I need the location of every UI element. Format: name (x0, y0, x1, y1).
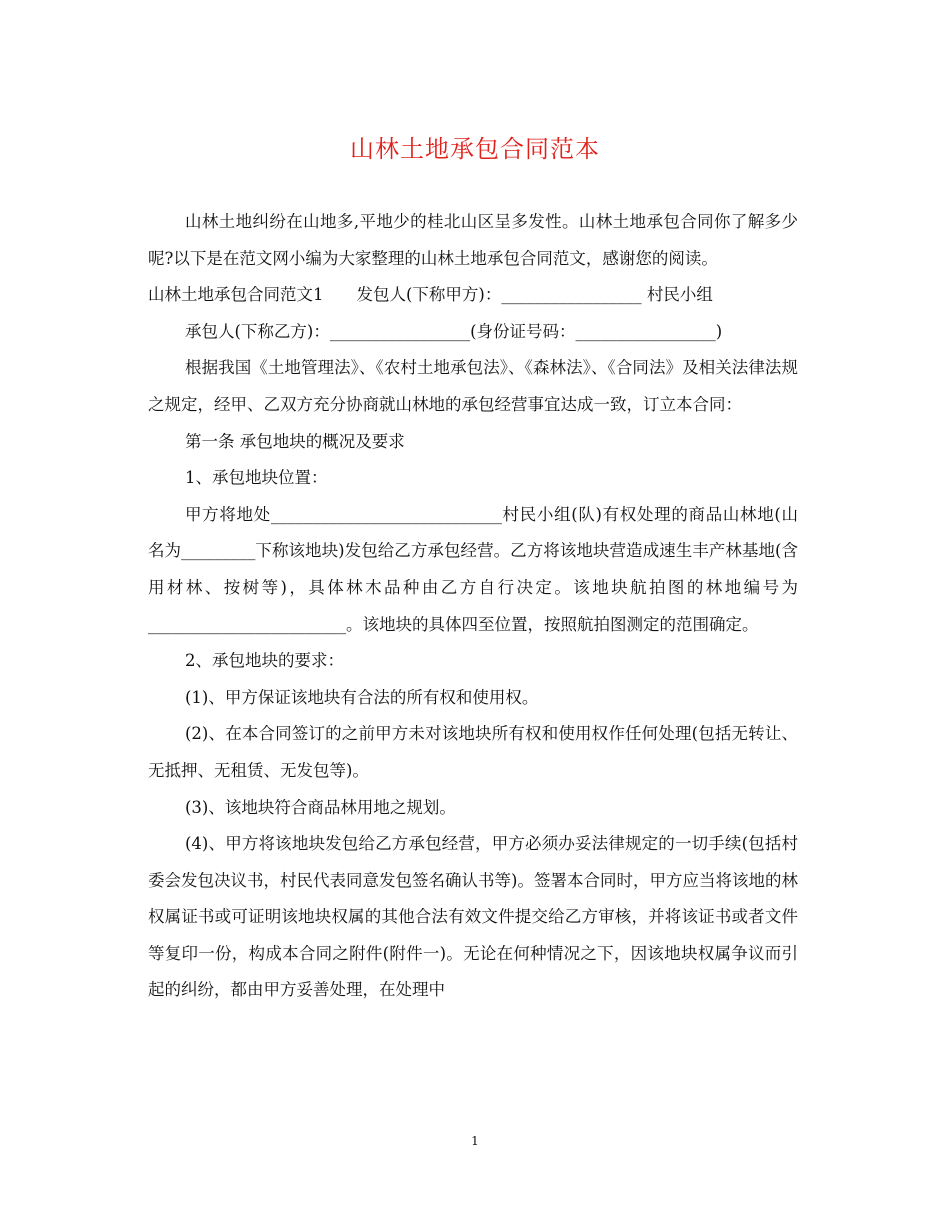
section-1-heading: 1、承包地块位置： (185, 468, 328, 488)
document-body (148, 204, 798, 1009)
requirement-2: (2)、在本合同签订的之前甲方未对该地块所有权和使用权作任何处理(包括无转让、无抵押、无租赁、无发包等)。 (148, 724, 798, 780)
requirement-4: (4)、甲方将该地块发包给乙方承包经营，甲方必须办妥法律规定的一切手续(包括村委会发包决议书，村民代表同意发包签名确认书等)。签署本合同时，甲方应当将该地的林权属证书或可证明该地块权属的其他合法有效文件提交给乙方审核，并将该证书或者文件等复印一份，构成本合同之附件(附件一)。无论在何种情况之下，因该地块权属争议而引起的纠纷，都由甲方妥善处理，在处理中 (148, 834, 798, 1000)
page-number: 1 (471, 1134, 479, 1148)
article-1-heading: 第一条 承包地块的概况及要求 (185, 431, 405, 451)
intro-paragraph: 山林土地纠纷在山地多,平地少的桂北山区呈多发性。山林土地承包合同你了解多少呢?以下是在范文网小编为大家整理的山林土地承包合同范文，感谢您的阅读。 (148, 212, 798, 268)
legal-basis-paragraph: 根据我国《土地管理法》、《农村土地承包法》、《森林法》、《合同法》及相关法律法规之规定，经甲、乙双方充分协商就山林地的承包经营事宜达成一致，订立本合同： (148, 358, 798, 414)
requirement-3: (3)、该地块符合商品林用地之规划。 (185, 797, 456, 817)
document-title: 山林土地承包合同范本 (350, 135, 600, 163)
party-b-line: 承包人(下称乙方)：_________________(身份证号码：_________________) (185, 321, 723, 341)
location-paragraph: 甲方将地处____________________________村民小组(队)有权处理的商品山林地(山名为_________下称该地块)发包给乙方承包经营。乙方将该地块营造成速生丰产林基地(含用材林、按树等)，具体林木品种由乙方自行决定。该地块航拍图的林地编号为________________________。该地块的具体四至位置，按照航拍图测定的范围确定。 (148, 504, 798, 634)
party-a-line: 山林土地承包合同范文1 发包人(下称甲方)：_________________ 村民小组 (148, 285, 713, 305)
requirement-1: (1)、甲方保证该地块有合法的所有权和使用权。 (185, 687, 539, 707)
section-2-heading: 2、承包地块的要求： (185, 651, 344, 671)
